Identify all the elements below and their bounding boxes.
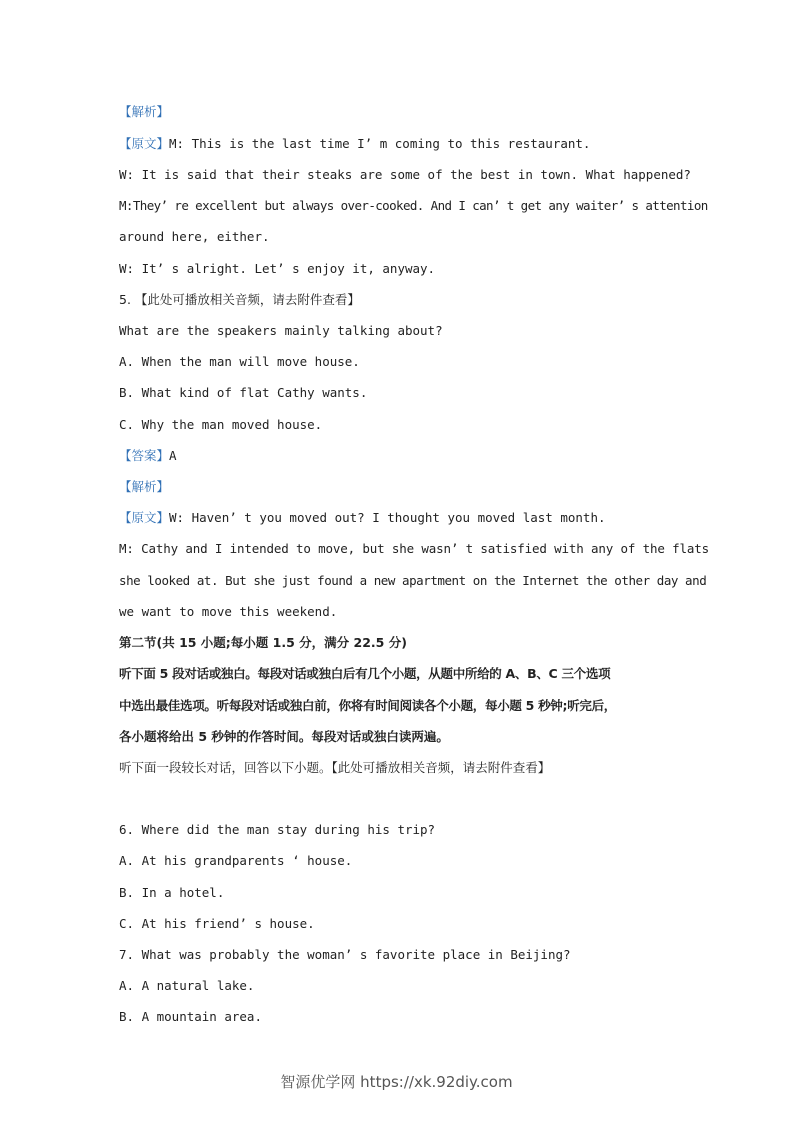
section-instructions: 听下面 5 段对话或独白。每段对话或独白后有几个小题，从题中所给的 A、B、C 三个选项 xyxy=(119,666,611,681)
transcript-line: M:They’ re excellent but always over-cooked. And I can’ t get any waiter’ s attention xyxy=(119,198,708,213)
transcript-line xyxy=(119,510,606,526)
transcript-text: M: This is the last time I’ m coming to this restaurant. xyxy=(169,136,591,151)
question-text: What are the speakers mainly talking about? xyxy=(119,323,443,338)
analysis-label: 【解析】 xyxy=(119,104,170,119)
option-b: B. In a hotel. xyxy=(119,885,225,900)
option-a: A. When the man will move house. xyxy=(119,354,360,369)
question-text: 6. Where did the man stay during his trip? xyxy=(119,822,436,837)
transcript-line: we want to move this weekend. xyxy=(119,604,338,619)
option-c: C. At his friend’ s house. xyxy=(119,916,315,931)
transcript-line: W: It is said that their steaks are some of the best in town. What happened? xyxy=(119,167,691,182)
footer-watermark: 智源优学网 https://xk.92diy.com xyxy=(280,1073,513,1091)
transcript-line: W: It’ s alright. Let’ s enjoy it, anyway. xyxy=(119,261,436,276)
original-text-label: 【原文】 xyxy=(119,136,170,151)
analysis-label: 【解析】 xyxy=(119,479,170,494)
transcript-line: she looked at. But she just found a new apartment on the Internet the other day and xyxy=(119,573,707,588)
question-number-audio: 5. 【此处可播放相关音频，请去附件查看】 xyxy=(119,292,360,307)
listening-prompt: 听下面一段较长对话，回答以下小题。【此处可播放相关音频，请去附件查看】 xyxy=(119,760,551,775)
option-a: A. At his grandparents ‘ house. xyxy=(119,853,353,868)
transcript-line xyxy=(119,136,590,152)
original-text-label: 【原文】 xyxy=(119,510,170,525)
answer-value: A xyxy=(169,448,177,463)
transcript-line: M: Cathy and I intended to move, but she wasn’ t satisfied with any of the flats xyxy=(119,541,710,556)
question-text: 7. What was probably the woman’ s favorite place in Beijing? xyxy=(119,947,571,962)
answer-label: 【答案】 xyxy=(119,448,170,463)
section-instructions: 各小题将给出 5 秒钟的作答时间。每段对话或独白读两遍。 xyxy=(119,729,449,744)
section-heading: 第二节(共 15 小题;每小题 1.5 分，满分 22.5 分) xyxy=(119,635,407,650)
section-instructions: 中选出最佳选项。听每段对话或独白前，你将有时间阅读各个小题，每小题 5 秒钟;听完后， xyxy=(119,698,617,713)
transcript-text: W: Haven’ t you moved out? I thought you moved last month. xyxy=(169,510,606,525)
answer-line xyxy=(119,448,177,464)
option-b: B. A mountain area. xyxy=(119,1009,262,1024)
transcript-line: around here, either. xyxy=(119,229,270,244)
option-c: C. Why the man moved house. xyxy=(119,417,323,432)
option-a: A. A natural lake. xyxy=(119,978,255,993)
option-b: B. What kind of flat Cathy wants. xyxy=(119,385,368,400)
